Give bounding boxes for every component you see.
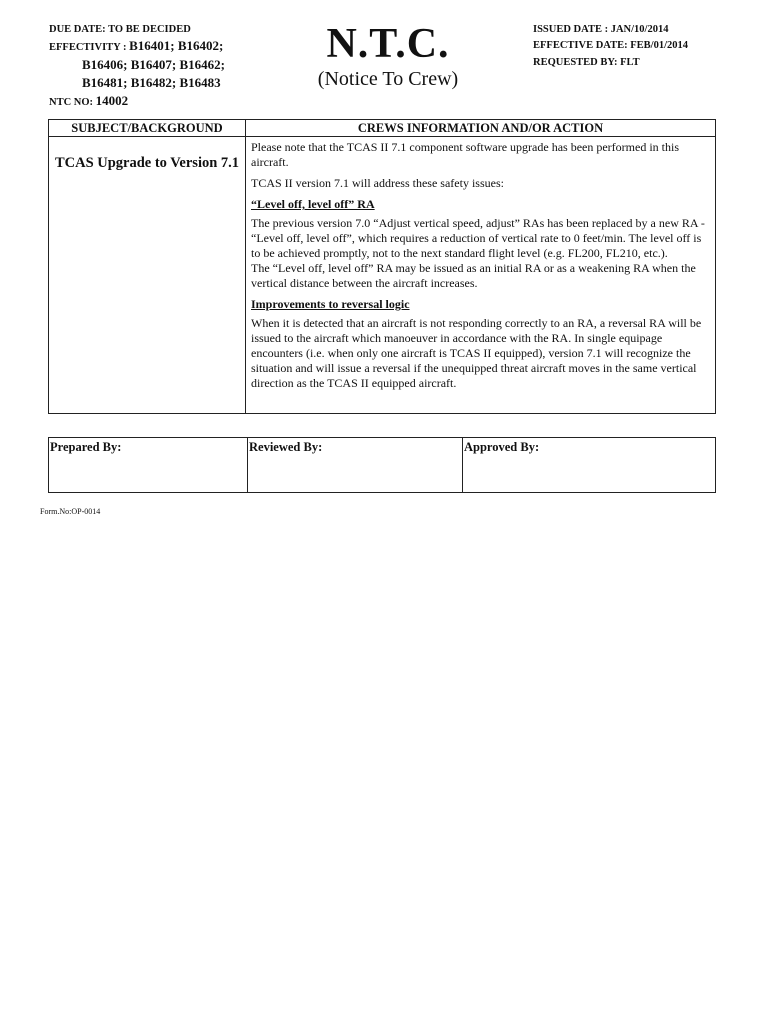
- header-title-block: [288, 22, 488, 91]
- info-paragraph-3: The previous version 7.0 “Adjust vertical speed, adjust” RAs has been replaced by a new RA - “Level off, level off”, which requires a reduction of vertical rate to 0 feet/min. The level off is to be achieved promptly, not to the next standard flight level (e.g. FL200, FL210, etc.).: [251, 216, 705, 260]
- header-right: [533, 22, 688, 71]
- table-header-row: [49, 120, 716, 137]
- effectivity-line-1: B16401; B16402;: [129, 38, 224, 54]
- effectivity-label: EFFECTIVITY :: [49, 42, 127, 54]
- effectivity-row: [49, 37, 225, 56]
- info-paragraph-5: When it is detected that an aircraft is not responding correctly to an RA, a reversal RA will be issued to the aircraft which manoeuver in accordance with the RA. In single equipage encounters (i.e. when only one aircraft is TCAS II equipped), version 7.1 will recognize the situation and will issue a reversal if the unequipped threat aircraft moves in the same vertical direction as the TCAS II equipped aircraft.: [251, 316, 702, 390]
- info-paragraph-4: The “Level off, level off” RA may be issued as an initial RA or as a weakening RA when the vertical distance between the aircraft increases.: [251, 261, 696, 290]
- reviewed-by-cell: Reviewed By:: [248, 438, 463, 493]
- info-cell: [246, 137, 716, 414]
- ntc-no: 14002: [95, 93, 129, 109]
- column-header-subject: SUBJECT/BACKGROUND: [49, 120, 246, 137]
- prepared-by-cell: Prepared By:: [49, 438, 248, 493]
- effective-date: EFFECTIVE DATE: FEB/01/2014: [533, 40, 688, 52]
- signature-row: [49, 438, 716, 493]
- info-heading-reversal: Improvements to reversal logic: [251, 297, 410, 311]
- effectivity-line-3: B16481; B16482; B16483: [82, 75, 221, 91]
- signature-table: [48, 437, 716, 493]
- notice-table: [48, 119, 716, 414]
- document-subtitle: (Notice To Crew): [317, 68, 459, 91]
- effectivity-line-2: B16406; B16407; B16462;: [82, 57, 225, 73]
- info-paragraph-2: TCAS II version 7.1 will address these safety issues:: [251, 176, 504, 190]
- info-paragraph-1: Please note that the TCAS II 7.1 component software upgrade has been performed in this aircraft.: [251, 140, 679, 169]
- header-left: [49, 22, 225, 111]
- ntc-no-row: [49, 92, 225, 111]
- document-title: N.T.C.: [326, 21, 450, 67]
- issued-date: ISSUED DATE : JAN/10/2014: [533, 24, 669, 35]
- info-heading-level-off: “Level off, level off” RA: [251, 197, 375, 211]
- approved-by-cell: Approved By:: [463, 438, 716, 493]
- requested-by: REQUESTED BY: FLT: [533, 56, 640, 68]
- column-header-info: CREWS INFORMATION AND/OR ACTION: [246, 120, 716, 137]
- subject-text: TCAS Upgrade to Version 7.1: [54, 155, 240, 171]
- subject-cell: [49, 137, 246, 414]
- info-content: [246, 137, 715, 413]
- table-body-row: [49, 137, 716, 414]
- form-number: Form.No:OP-0014: [40, 507, 101, 516]
- ntc-no-label: NTC NO:: [49, 97, 94, 109]
- due-date: DUE DATE: TO BE DECIDED: [49, 24, 191, 35]
